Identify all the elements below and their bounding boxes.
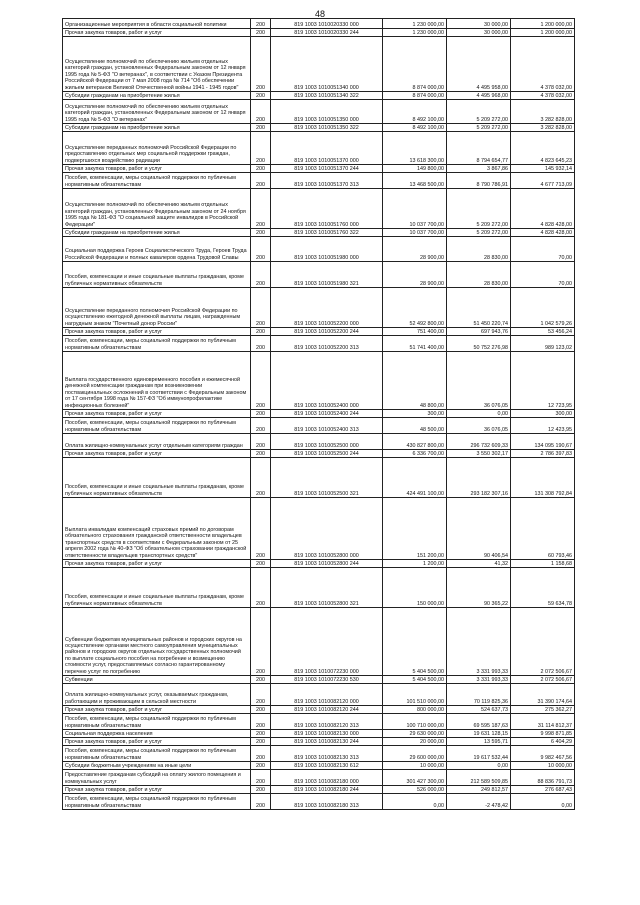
row-line-code: 200 (251, 124, 271, 132)
row-description: Прочая закупка товаров, работ и услуг (63, 560, 251, 568)
row-executed: 69 595 187,63 (447, 714, 511, 730)
row-executed: 70 119 825,36 (447, 684, 511, 706)
row-description: Прочая закупка товаров, работ и услуг (63, 29, 251, 37)
row-budget-code: 819 1003 1010051760 322 (271, 229, 383, 237)
row-executed: 0,00 (447, 410, 511, 418)
row-executed: 51 450 220,74 (447, 288, 511, 328)
row-description: Прочая закупка товаров, работ и услуг (63, 706, 251, 714)
row-budget-code: 819 1003 1010052400 000 (271, 352, 383, 410)
row-approved: 151 200,00 (383, 498, 447, 560)
table-row (63, 229, 575, 237)
row-approved: 28 900,00 (383, 237, 447, 262)
row-unexecuted: 276 687,43 (511, 786, 575, 794)
row-budget-code: 819 1003 1010020330 000 (271, 19, 383, 29)
table-row (63, 434, 575, 450)
row-executed: 90 406,54 (447, 498, 511, 560)
row-line-code: 200 (251, 770, 271, 786)
row-approved: 51 741 400,00 (383, 336, 447, 352)
row-budget-code: 819 1003 1010052200 244 (271, 328, 383, 336)
row-approved: 52 492 800,00 (383, 288, 447, 328)
row-budget-code: 819 1003 1010052800 244 (271, 560, 383, 568)
table-row (63, 29, 575, 37)
table-row (63, 684, 575, 706)
row-budget-code: 819 1003 1010051350 322 (271, 124, 383, 132)
row-description: Субсидии бюджетным учреждениям на иные цели (63, 762, 251, 770)
row-description: Субсидии гражданам на приобретение жилья (63, 124, 251, 132)
row-approved: 8 492 100,00 (383, 100, 447, 124)
row-budget-code: 819 1003 1010052200 000 (271, 288, 383, 328)
row-approved: 149 800,00 (383, 165, 447, 173)
table-row (63, 100, 575, 124)
row-budget-code: 819 1003 1010052800 321 (271, 568, 383, 608)
row-description: Прочая закупка товаров, работ и услуг (63, 786, 251, 794)
row-approved: 10 000,00 (383, 762, 447, 770)
row-line-code: 200 (251, 434, 271, 450)
row-unexecuted: 2 072 506,67 (511, 676, 575, 684)
row-description: Прочая закупка товаров, работ и услуг (63, 410, 251, 418)
row-budget-code: 819 1003 1010072230 000 (271, 608, 383, 676)
table-row (63, 37, 575, 92)
row-unexecuted: 4 828 428,00 (511, 189, 575, 229)
row-line-code: 200 (251, 189, 271, 229)
row-budget-code: 819 1003 1010052500 321 (271, 458, 383, 498)
row-line-code: 200 (251, 328, 271, 336)
row-budget-code: 819 1003 1010082120 313 (271, 714, 383, 730)
table-row (63, 560, 575, 568)
row-description: Прочая закупка товаров, работ и услуг (63, 450, 251, 458)
row-approved: 0,00 (383, 794, 447, 810)
row-approved: 10 037 700,00 (383, 229, 447, 237)
table-row (63, 794, 575, 810)
row-unexecuted: 9 998 871,85 (511, 730, 575, 738)
row-line-code: 200 (251, 684, 271, 706)
row-line-code: 200 (251, 19, 271, 29)
row-line-code: 200 (251, 352, 271, 410)
row-approved: 101 510 000,00 (383, 684, 447, 706)
table-row (63, 568, 575, 608)
row-unexecuted: 145 932,14 (511, 165, 575, 173)
row-budget-code: 819 1003 1010051370 244 (271, 165, 383, 173)
row-description: Выплата инвалидам компенсаций страховых премий по договорам обязательного страхования гражданской ответственности владельцев транспортных средств в соответствии с Федеральным законом от 25 апреля 2002 года № 40-ФЗ "Об обязательном страховании гражданской ответственности владельцев транспортных средств" (63, 498, 251, 560)
row-line-code: 200 (251, 336, 271, 352)
table-row (63, 165, 575, 173)
row-budget-code: 819 1003 1010052800 000 (271, 498, 383, 560)
row-budget-code: 819 1003 1010082180 313 (271, 794, 383, 810)
row-budget-code: 819 1003 1010082130 244 (271, 738, 383, 746)
row-budget-code: 819 1003 1010020330 244 (271, 29, 383, 37)
row-description: Пособия, компенсации, меры социальной поддержки по публичным нормативным обязательствам (63, 418, 251, 434)
row-budget-code: 819 1003 1010051980 000 (271, 237, 383, 262)
row-line-code: 200 (251, 100, 271, 124)
row-description: Пособия, компенсации, меры социальной поддержки по публичным нормативным обязательствам (63, 746, 251, 762)
row-budget-code: 819 1003 1010051980 321 (271, 262, 383, 288)
row-description: Оплата жилищно-коммунальных услуг, оказываемых гражданам, работающим и проживающим в сельской местности (63, 684, 251, 706)
row-budget-code: 819 1003 1010051340 322 (271, 92, 383, 100)
row-description: Прочая закупка товаров, работ и услуг (63, 328, 251, 336)
row-unexecuted: 2 786 397,83 (511, 450, 575, 458)
row-line-code: 200 (251, 762, 271, 770)
row-executed: 3 867,86 (447, 165, 511, 173)
row-unexecuted: 31 114 812,37 (511, 714, 575, 730)
budget-execution-table (62, 18, 575, 810)
row-approved: 100 710 000,00 (383, 714, 447, 730)
row-budget-code: 819 1003 1010051370 313 (271, 173, 383, 189)
row-description: Социальная поддержка Героев Социалистического Труда, Героев Труда Российской Федерации и полных кавалеров ордена Трудовой Славы (63, 237, 251, 262)
row-approved: 424 491 100,00 (383, 458, 447, 498)
table-row (63, 786, 575, 794)
table-row (63, 608, 575, 676)
row-unexecuted: 70,00 (511, 262, 575, 288)
row-executed: 5 209 272,00 (447, 100, 511, 124)
row-approved: 526 000,00 (383, 786, 447, 794)
row-unexecuted: 3 282 828,00 (511, 100, 575, 124)
row-executed: 249 812,57 (447, 786, 511, 794)
row-approved: 300,00 (383, 410, 447, 418)
row-line-code: 200 (251, 29, 271, 37)
row-executed: 296 732 609,33 (447, 434, 511, 450)
row-executed: 0,00 (447, 762, 511, 770)
row-unexecuted: 1 158,68 (511, 560, 575, 568)
row-budget-code: 819 1003 1010072230 530 (271, 676, 383, 684)
row-line-code: 200 (251, 560, 271, 568)
table-row (63, 676, 575, 684)
row-description: Прочая закупка товаров, работ и услуг (63, 738, 251, 746)
page-number: 48 (314, 9, 325, 19)
row-executed: 3 331 993,33 (447, 608, 511, 676)
row-unexecuted: 4 823 645,23 (511, 132, 575, 165)
row-line-code: 200 (251, 676, 271, 684)
table-row (63, 328, 575, 336)
row-executed: 28 830,00 (447, 237, 511, 262)
table-row (63, 450, 575, 458)
row-budget-code: 819 1003 1010051370 000 (271, 132, 383, 165)
row-description: Пособия, компенсации и иные социальные выплаты гражданам, кроме публичных нормативных обязательств (63, 262, 251, 288)
row-unexecuted: 989 123,02 (511, 336, 575, 352)
row-approved: 29 600 000,00 (383, 746, 447, 762)
table-row (63, 124, 575, 132)
row-budget-code: 819 1003 1010082130 000 (271, 730, 383, 738)
table-row (63, 237, 575, 262)
row-line-code: 200 (251, 262, 271, 288)
row-line-code: 200 (251, 786, 271, 794)
row-approved: 8 492 100,00 (383, 124, 447, 132)
row-approved: 6 336 700,00 (383, 450, 447, 458)
row-description: Субвенции (63, 676, 251, 684)
table-row (63, 458, 575, 498)
row-line-code: 200 (251, 714, 271, 730)
row-approved: 20 000,00 (383, 738, 447, 746)
row-unexecuted: 1 042 579,26 (511, 288, 575, 328)
row-line-code: 200 (251, 794, 271, 810)
row-line-code: 200 (251, 568, 271, 608)
row-executed: 19 631 128,15 (447, 730, 511, 738)
row-unexecuted: 4 378 032,00 (511, 92, 575, 100)
row-executed: 5 209 272,00 (447, 189, 511, 229)
table-row (63, 746, 575, 762)
row-description: Осуществление полномочий по обеспечению жильем отдельных категорий граждан, установленных Федеральным законом от 12 января 1995 года № 5-ФЗ "О ветеранах", в соответствии с Указом Президента Российской Федерации от 7 мая 2008 года № 714 "Об обеспечении жильем ветеранов Великой Отечественной войны 1941 - 1945 годов" (63, 37, 251, 92)
table-row (63, 92, 575, 100)
row-executed: 30 000,00 (447, 29, 511, 37)
table-row (63, 288, 575, 328)
row-executed: 50 752 276,98 (447, 336, 511, 352)
row-line-code: 200 (251, 730, 271, 738)
row-approved: 301 427 300,00 (383, 770, 447, 786)
row-unexecuted: 131 308 792,84 (511, 458, 575, 498)
row-approved: 8 874 000,00 (383, 37, 447, 92)
row-unexecuted: 12 423,95 (511, 418, 575, 434)
table-row (63, 132, 575, 165)
row-description: Оплата жилищно-коммунальных услуг отдельным категориям граждан (63, 434, 251, 450)
row-description: Выплата государственного единовременного пособия и ежемесячной денежной компенсации гражданам при возникновении поствакцинальных осложнений в соответствии с Федеральным законом от 17 сентября 1998 года № 157-ФЗ "Об иммунопрофилактике инфекционных болезней" (63, 352, 251, 410)
row-unexecuted: 59 634,78 (511, 568, 575, 608)
row-executed: 3 331 993,33 (447, 676, 511, 684)
row-line-code: 200 (251, 165, 271, 173)
row-executed: 3 550 302,17 (447, 450, 511, 458)
row-approved: 751 400,00 (383, 328, 447, 336)
table-row (63, 19, 575, 29)
row-unexecuted: 134 095 190,67 (511, 434, 575, 450)
row-line-code: 200 (251, 418, 271, 434)
row-description: Субвенции бюджетам муниципальных районов и городских округов на осуществление органами местного самоуправления муниципальных районов и городских округов отдельных государственных полномочий по выплате социального пособия на погребение и возмещению стоимости услуг, предоставляемых согласно гарантированному перечню услуг по погребению (63, 608, 251, 676)
row-unexecuted: 4 677 713,09 (511, 173, 575, 189)
table-row (63, 762, 575, 770)
row-description: Пособия, компенсации и иные социальные выплаты гражданам, кроме публичных нормативных обязательств (63, 458, 251, 498)
row-line-code: 200 (251, 37, 271, 92)
table-row (63, 189, 575, 229)
row-unexecuted: 275 362,27 (511, 706, 575, 714)
row-executed: 19 617 532,44 (447, 746, 511, 762)
row-executed: 4 495 968,00 (447, 92, 511, 100)
row-unexecuted: 53 456,24 (511, 328, 575, 336)
row-description: Пособия, компенсации и иные социальные выплаты гражданам, кроме публичных нормативных обязательств (63, 568, 251, 608)
row-unexecuted: 3 282 828,00 (511, 124, 575, 132)
row-approved: 48 500,00 (383, 418, 447, 434)
row-executed: 13 595,71 (447, 738, 511, 746)
row-budget-code: 819 1003 1010082130 313 (271, 746, 383, 762)
row-description: Осуществление переданных полномочий Российской Федерации по предоставлению отдельных мер социальной поддержки граждан, подвергшихся воздействию радиации (63, 132, 251, 165)
row-budget-code: 819 1003 1010082120 000 (271, 684, 383, 706)
row-unexecuted: 60 793,46 (511, 498, 575, 560)
row-budget-code: 819 1003 1010052200 313 (271, 336, 383, 352)
row-approved: 8 874 000,00 (383, 92, 447, 100)
row-budget-code: 819 1003 1010052500 244 (271, 450, 383, 458)
row-description: Прочая закупка товаров, работ и услуг (63, 165, 251, 173)
row-executed: 5 209 272,00 (447, 124, 511, 132)
row-line-code: 200 (251, 608, 271, 676)
row-description: Пособия, компенсации, меры социальной поддержки по публичным нормативным обязательствам (63, 714, 251, 730)
table-body (63, 19, 575, 810)
row-approved: 800 000,00 (383, 706, 447, 714)
row-approved: 13 618 300,00 (383, 132, 447, 165)
row-budget-code: 819 1003 1010082130 612 (271, 762, 383, 770)
table-row (63, 173, 575, 189)
row-unexecuted: 1 200 000,00 (511, 19, 575, 29)
row-unexecuted: 300,00 (511, 410, 575, 418)
row-line-code: 200 (251, 706, 271, 714)
table-row (63, 714, 575, 730)
row-description: Пособия, компенсации, меры социальной поддержки по публичным нормативным обязательствам (63, 794, 251, 810)
row-unexecuted: 4 378 032,00 (511, 37, 575, 92)
row-budget-code: 819 1003 1010051340 000 (271, 37, 383, 92)
row-line-code: 200 (251, 746, 271, 762)
row-approved: 150 000,00 (383, 568, 447, 608)
row-approved: 430 827 800,00 (383, 434, 447, 450)
row-executed: 41,32 (447, 560, 511, 568)
row-description: Субсидии гражданам на приобретение жилья (63, 229, 251, 237)
row-line-code: 200 (251, 229, 271, 237)
row-unexecuted: 0,00 (511, 794, 575, 810)
row-approved: 48 800,00 (383, 352, 447, 410)
row-description: Пособия, компенсации, меры социальной поддержки по публичным нормативным обязательствам (63, 173, 251, 189)
row-budget-code: 819 1003 1010082180 000 (271, 770, 383, 786)
row-approved: 28 900,00 (383, 262, 447, 288)
row-executed: 90 365,22 (447, 568, 511, 608)
row-approved: 1 230 000,00 (383, 19, 447, 29)
row-description: Организационные мероприятия в области социальной политики (63, 19, 251, 29)
row-unexecuted: 9 982 467,56 (511, 746, 575, 762)
row-unexecuted: 2 072 506,67 (511, 608, 575, 676)
row-unexecuted: 12 723,95 (511, 352, 575, 410)
row-approved: 13 468 500,00 (383, 173, 447, 189)
row-description: Пособия, компенсации, меры социальной поддержки по публичным нормативным обязательствам (63, 336, 251, 352)
table-row (63, 498, 575, 560)
row-unexecuted: 4 828 428,00 (511, 229, 575, 237)
row-line-code: 200 (251, 237, 271, 262)
row-approved: 1 230 000,00 (383, 29, 447, 37)
row-budget-code: 819 1003 1010052400 244 (271, 410, 383, 418)
row-line-code: 200 (251, 410, 271, 418)
table-row (63, 730, 575, 738)
row-description: Осуществление полномочий по обеспечению жильем отдельных категорий граждан, установленных Федеральным законом от 24 ноября 1995 года № 181-ФЗ "О социальной защите инвалидов в Российской Федерации" (63, 189, 251, 229)
table-row (63, 706, 575, 714)
row-budget-code: 819 1003 1010082180 244 (271, 786, 383, 794)
row-line-code: 200 (251, 173, 271, 189)
row-line-code: 200 (251, 498, 271, 560)
table-row (63, 738, 575, 746)
table-row (63, 410, 575, 418)
row-executed: 293 182 307,16 (447, 458, 511, 498)
row-unexecuted: 10 000,00 (511, 762, 575, 770)
row-unexecuted: 88 836 791,73 (511, 770, 575, 786)
row-approved: 29 630 000,00 (383, 730, 447, 738)
row-unexecuted: 31 390 174,64 (511, 684, 575, 706)
row-budget-code: 819 1003 1010051350 000 (271, 100, 383, 124)
row-executed: 212 589 509,85 (447, 770, 511, 786)
row-executed: 5 209 272,00 (447, 229, 511, 237)
row-line-code: 200 (251, 458, 271, 498)
row-line-code: 200 (251, 92, 271, 100)
row-budget-code: 819 1003 1010051760 000 (271, 189, 383, 229)
row-description: Социальная поддержка населения (63, 730, 251, 738)
row-approved: 5 404 500,00 (383, 676, 447, 684)
row-executed: 30 000,00 (447, 19, 511, 29)
row-executed: 36 076,05 (447, 418, 511, 434)
row-unexecuted: 1 200 000,00 (511, 29, 575, 37)
row-executed: 4 495 958,00 (447, 37, 511, 92)
row-approved: 10 037 700,00 (383, 189, 447, 229)
row-executed: -2 478,42 (447, 794, 511, 810)
row-line-code: 200 (251, 288, 271, 328)
row-executed: 524 637,73 (447, 706, 511, 714)
table-row (63, 336, 575, 352)
row-description: Предоставление гражданам субсидий на оплату жилого помещения и коммунальных услуг (63, 770, 251, 786)
row-budget-code: 819 1003 1010082120 244 (271, 706, 383, 714)
row-line-code: 200 (251, 132, 271, 165)
row-approved: 5 404 500,00 (383, 608, 447, 676)
table-row (63, 262, 575, 288)
row-budget-code: 819 1003 1010052400 313 (271, 418, 383, 434)
row-budget-code: 819 1003 1010052500 000 (271, 434, 383, 450)
row-description: Осуществление полномочий по обеспечению жильем отдельных категорий граждан, установленных Федеральным законом от 12 января 1995 года № 5-ФЗ "О ветеранах" (63, 100, 251, 124)
row-executed: 8 790 786,91 (447, 173, 511, 189)
row-unexecuted: 6 404,29 (511, 738, 575, 746)
row-executed: 28 830,00 (447, 262, 511, 288)
row-executed: 697 943,76 (447, 328, 511, 336)
table-row (63, 418, 575, 434)
row-line-code: 200 (251, 738, 271, 746)
row-description: Субсидии гражданам на приобретение жилья (63, 92, 251, 100)
row-description: Осуществление переданного полномочия Российской Федерации по осуществлению ежегодной денежной выплаты лицам, награжденным нагрудным знаком "Почетный донор России" (63, 288, 251, 328)
table-row (63, 352, 575, 410)
row-approved: 1 200,00 (383, 560, 447, 568)
row-line-code: 200 (251, 450, 271, 458)
table-row (63, 770, 575, 786)
row-executed: 8 794 654,77 (447, 132, 511, 165)
row-executed: 36 076,05 (447, 352, 511, 410)
row-unexecuted: 70,00 (511, 237, 575, 262)
